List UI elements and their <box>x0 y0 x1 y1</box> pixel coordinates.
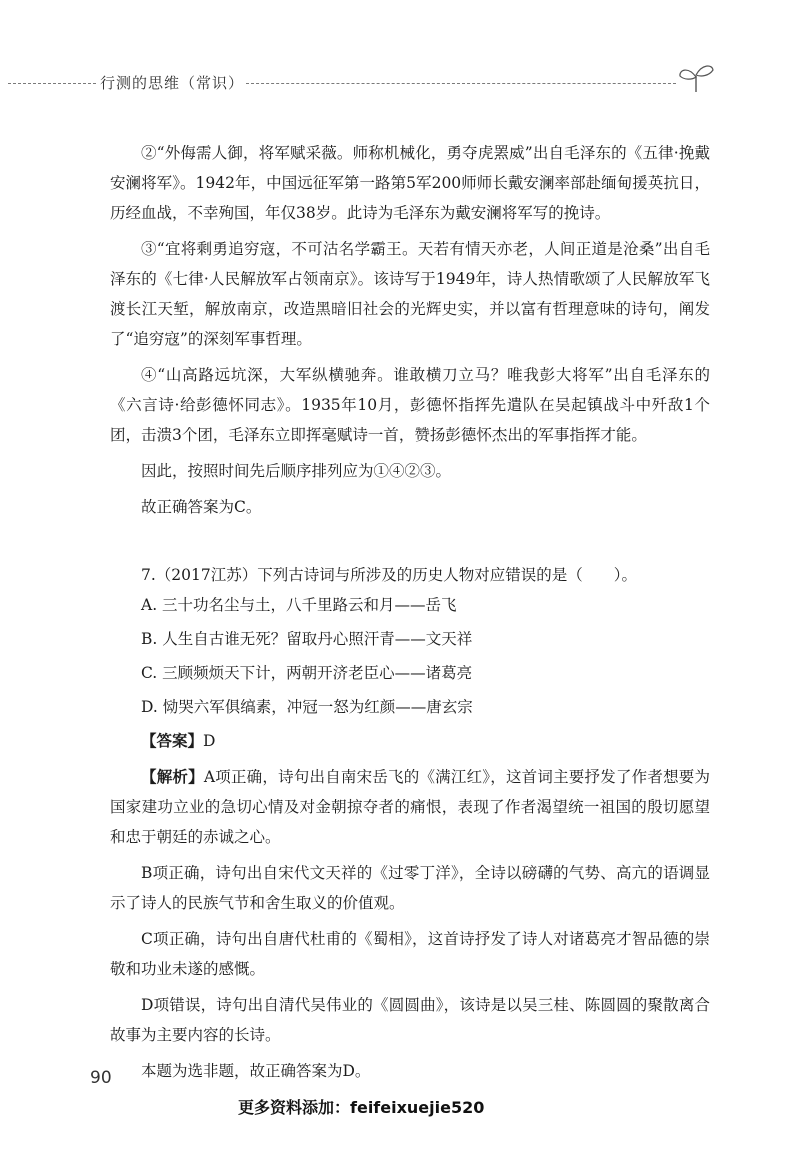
header-rule-left <box>8 83 96 84</box>
header-title: 行测的思维（常识） <box>100 74 245 92</box>
analysis-paragraph: B项正确，诗句出自宋代文天祥的《过零丁洋》，全诗以磅礴的气势、高亢的语调显示了诗人的民族气节和舍生取义的价值观。 <box>110 864 710 912</box>
page-body <box>110 138 710 1092</box>
analysis-label: 【解析】 <box>141 767 204 786</box>
answer-line: 故正确答案为C。 <box>141 498 262 516</box>
question-title: 7.（2017江苏）下列古诗词与所涉及的历史人物对应错误的是（ ）。 <box>141 566 637 584</box>
option-b: B. 人生自古谁无死？留取丹心照汗青——文天祥 <box>141 630 473 648</box>
answer-value: D <box>203 732 216 750</box>
answer-block <box>110 726 710 756</box>
final-answer-line: 本题为选非题，故正确答案为D。 <box>141 1062 371 1080</box>
paragraph: ②“外侮需人御，将军赋采薇。师称机械化，勇夺虎罴威”出自毛泽东的《五律·挽戴安澜将军》。1942年，中国远征军第一路第5军200师师长戴安澜率部赴缅甸援英抗日，历经血战，不幸殉国，年仅38岁。此诗为毛泽东为戴安澜将军写的挽诗。 <box>110 144 710 222</box>
option-d: D. 恸哭六军俱缟素，冲冠一怒为红颜——唐玄宗 <box>141 698 473 716</box>
answer-label: 【答案】 <box>141 731 204 750</box>
paragraph: ③“宜将剩勇追穷寇，不可沽名学霸王。天若有情天亦老，人间正道是沧桑”出自毛泽东的《七律·人民解放军占领南京》。该诗写于1949年，诗人热情歌颂了人民解放军飞渡长江天堑，解放南京，改造黑暗旧社会的光辉史实，并以富有哲理意味的诗句，阐发了“追穷寇”的深刻军事哲理。 <box>110 240 710 348</box>
option-c: C. 三顾频烦天下计，两朝开济老臣心——诸葛亮 <box>141 664 473 682</box>
conclusion-line: 因此，按照时间先后顺序排列应为①④②③。 <box>141 462 452 480</box>
paragraph: ④“山高路远坑深，大军纵横驰奔。谁敢横刀立马？唯我彭大将军”出自毛泽东的《六言诗·给彭德怀同志》。1935年10月，彭德怀指挥先遣队在吴起镇战斗中歼敌1个团，击溃3个团，毛泽东立即挥毫赋诗一首，赞扬彭德怀杰出的军事指挥才能。 <box>110 366 710 444</box>
analysis-paragraph <box>110 762 710 852</box>
running-header <box>0 58 800 98</box>
sprout-icon <box>676 60 716 94</box>
analysis-paragraph: D项错误，诗句出自清代吴伟业的《圆圆曲》，该诗是以吴三桂、陈圆圆的聚散离合故事为主要内容的长诗。 <box>110 996 710 1044</box>
page-number: 90 <box>90 1068 112 1088</box>
option-a: A. 三十功名尘与土，八千里路云和月——岳飞 <box>141 596 457 614</box>
header-rule-right <box>246 83 676 84</box>
analysis-paragraph: C项正确，诗句出自唐代杜甫的《蜀相》，这首诗抒发了诗人对诸葛亮才智品德的崇敬和功业未遂的感慨。 <box>110 930 710 978</box>
analysis-text: A项正确，诗句出自南宋岳飞的《满江红》，这首词主要抒发了作者想要为国家建功立业的急切心情及对金朝掠夺者的痛恨，表现了作者渴望统一祖国的殷切愿望和忠于朝廷的赤诚之心。 <box>110 768 710 846</box>
watermark-text: 更多资料添加：feifeixuejie520 <box>238 1098 485 1117</box>
